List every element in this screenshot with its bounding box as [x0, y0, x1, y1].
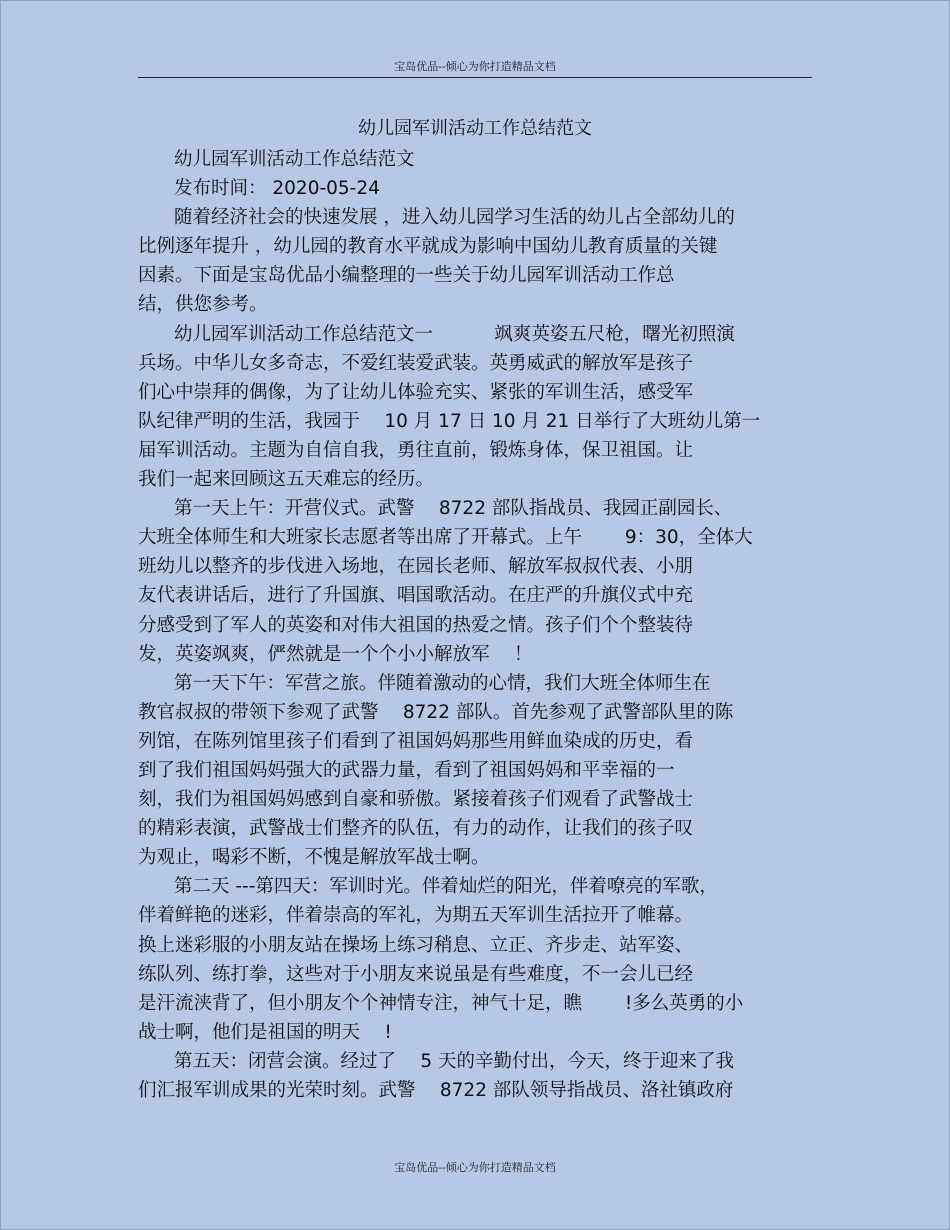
body-line: 第一天上午：开营仪式。武警 8722 部队指战员、我园正副园长、 [174, 498, 733, 520]
body-line: 伴着鲜艳的迷彩，伴着崇高的军礼，为期五天军训生活拉开了帷幕。 [138, 905, 694, 927]
body-line: 队纪律严明的生活，我园于 10 月 17 日 10 月 21 日举行了大班幼儿第一 [138, 410, 761, 432]
body-line: 幼儿园军训活动工作总结范文 [174, 149, 415, 170]
body-line: 我们一起来回顾这五天难忘的经历。 [138, 469, 435, 491]
body-line: 兵场。中华儿女多奇志，不爱红装爱武装。英勇威武的解放军是孩子 [138, 352, 694, 374]
body-line: 届军训活动。主题为自信自我，勇往直前，锻炼身体，保卫祖国。让 [138, 439, 694, 461]
body-line: 列馆，在陈列馆里孩子们看到了祖国妈妈那些用鲜血染成的历史，看 [138, 730, 694, 752]
body-line: 们心中崇拜的偶像，为了让幼儿体验充实、紧张的军训生活，感受军 [138, 381, 694, 403]
body-line: 分感受到了军人的英姿和对伟大祖国的热爱之情。孩子们个个整装待 [138, 614, 694, 636]
header-rule [138, 77, 812, 78]
body-line: 是汗流浃背了，但小朋友个个神情专注，神气十足，瞧 !多么英勇的小 [138, 992, 744, 1014]
body-line: 第一天下午：军营之旅。伴随着激动的心情，我们大班全体师生在 [174, 672, 711, 694]
body-line: 随着经济社会的快速发展 ，进入幼儿园学习生活的幼儿占全部幼儿的 [174, 207, 735, 229]
body-line: 幼儿园军训活动工作总结范文一 飒爽英姿五尺枪，曙光初照演 [174, 323, 735, 345]
body-line: 们汇报军训成果的光荣时刻。武警 8722 部队领导指战员、洛社镇政府 [138, 1080, 734, 1101]
body-line: 练队列、练打拳，这些对于小朋友来说虽是有些难度，不一会儿已经 [138, 963, 694, 985]
page-footer: 宝岛优品--倾心为你打造精品文档 [394, 1161, 556, 1174]
body-line: 班幼儿以整齐的步伐进入场地，在园长老师、解放军叔叔代表、小朋 [138, 556, 694, 578]
body-line: 大班全体师生和大班家长志愿者等出席了开幕式。上午 9：30，全体大 [138, 527, 753, 549]
body-line: 因素。下面是宝岛优品小编整理的一些关于幼儿园军训活动工作总 [138, 265, 675, 287]
body-line: 友代表讲话后，进行了升国旗、唱国歌活动。在庄严的升旗仪式中充 [138, 585, 694, 607]
body-line: 刻，我们为祖国妈妈感到自豪和骄傲。紧接着孩子们观看了武警战士 [138, 789, 694, 811]
body-line: 教官叔叔的带领下参观了武警 8722 部队。首先参观了武警部队里的陈 [138, 701, 734, 723]
page-header: 宝岛优品--倾心为你打造精品文档 [394, 60, 556, 73]
document-title: 幼儿园军训活动工作总结范文 [358, 118, 592, 139]
body-line: 比例逐年提升 ，幼儿园的教育水平就成为影响中国幼儿教育质量的关键 [138, 236, 718, 258]
body-line: 的精彩表演，武警战士们整齐的队伍，有力的动作，让我们的孩子叹 [138, 818, 694, 840]
body-line: 第二天 ---第四天：军训时光。伴着灿烂的阳光，伴着嘹亮的军歌， [174, 876, 718, 898]
body-line: 发，英姿飒爽，俨然就是一个个小小解放军 ！ [138, 643, 533, 665]
body-line: 到了我们祖国妈妈强大的武器力量，看到了祖国妈妈和平幸福的一 [138, 759, 675, 781]
publish-date-line: 发布时间： 2020-05-24 [174, 178, 380, 200]
document-body [138, 145, 818, 1105]
body-line: 第五天：闭营会演。经过了 5 天的辛勤付出，今天，终于迎来了我 [174, 1050, 735, 1072]
body-line: 结，供您参考。 [138, 294, 268, 316]
body-line: 换上迷彩服的小朋友站在操场上练习稍息、立正、齐步走、站军姿、 [138, 934, 694, 956]
body-line: 战士啊，他们是祖国的明天 ! [138, 1021, 392, 1043]
body-line: 为观止，喝彩不断，不愧是解放军战士啊。 [138, 847, 490, 869]
